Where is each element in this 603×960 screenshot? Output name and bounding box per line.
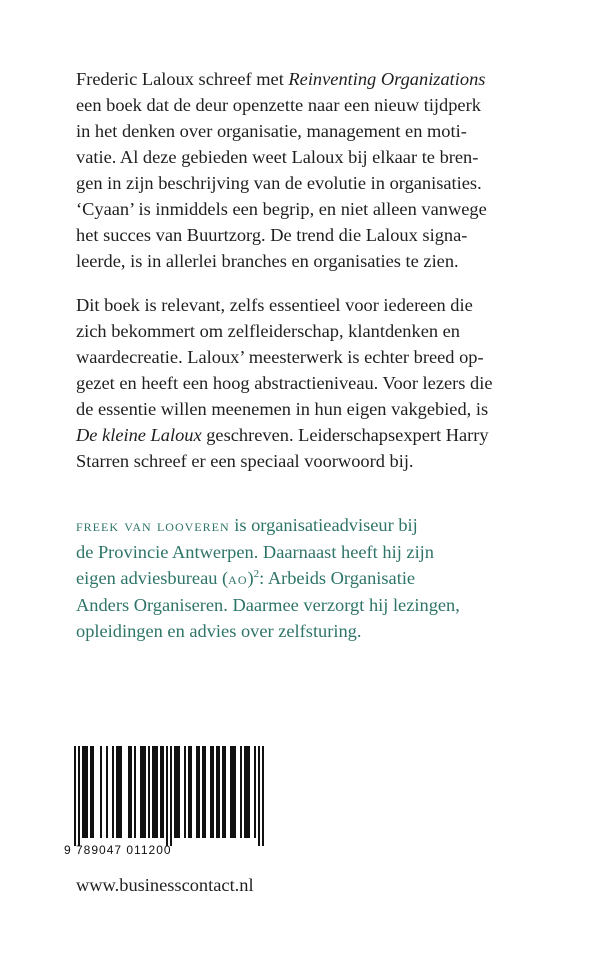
barcode-bar [218,746,220,838]
barcode-bar [162,746,164,838]
barcode-bar [142,746,144,838]
blurb-paragraph-1: Frederic Laloux schreef met Reinventing Organizations een boek dat de deur openzette naar een nieuw tijdperk in het denken over organisatie, management en moti- vatie. Al deze gebieden weet Laloux bij elkaar te bren- gen in zijn beschrijving van de evolutie in organisaties. ‘Cyaan’ is inmiddels een begrip, en niet alleen vanwege het succes van Buurtzorg. De trend die Laloux signa- leerde, is in allerlei branches en organisaties te zien. [76,69,487,271]
barcode-bar [190,746,192,838]
barcode-bar [116,746,118,838]
barcode-bar [160,746,162,838]
barcode-bar [230,746,232,838]
barcode-bar [188,746,190,838]
barcode-bar [222,746,224,838]
barcode-bar [234,746,236,838]
barcode-bar [86,746,88,838]
barcode-bar [152,746,154,838]
barcode-bar [212,746,214,838]
barcode-bar [262,746,264,846]
barcode-bar [210,746,212,838]
isbn-digits: 9 789047 011200 [64,843,172,857]
publisher-url: www.businesscontact.nl [76,875,254,895]
barcode-bar [154,746,156,838]
barcode-bar [202,746,204,838]
barcode-bar [100,746,102,838]
barcode-bar [74,746,76,846]
barcode-bar [240,746,242,838]
author-bio: freek van looveren is organisatieadviseur bij de Provincie Antwerpen. Daarnaast heeft hij zijn eigen adviesbureau (ao)$^2$: Arbeids Organisatie Anders Organiseren. Daarmee verzorgt hij lezingen, opleidingen en advies over zelfsturing. [76,515,460,641]
barcode-bar [140,746,142,838]
barcode-bar [134,746,136,838]
barcode-bar [258,746,260,846]
barcode-bar [78,746,80,846]
blurb-paragraph-2: Dit boek is relevant, zelfs essentieel voor iedereen die zich bekommert om zelfleiderschap, klantdenken en waardecreatie. Laloux’ meesterwerk is echter breed op- gezet en heeft een hoog abstractieniveau. Voor lezers die de essentie willen meenemen in hun eigen vakgebied, is De kleine Laloux geschreven. Leiderschapsexpert Harry Starren schreef er een speciaal voorwoord bij. [76,295,493,471]
barcode-bar [174,746,176,838]
barcode-bars [74,746,264,846]
barcode-bar [248,746,250,838]
book-title-de-kleine-laloux: De kleine Laloux [76,425,202,445]
barcode-bar [224,746,226,838]
barcode-bar [204,746,206,838]
isbn-barcode [60,746,275,858]
barcode-bar [244,746,246,838]
barcode-bar [156,746,158,838]
barcode-bar [120,746,122,838]
barcode-bar [196,746,198,838]
barcode-bar [112,746,114,838]
barcode-bar [166,746,168,846]
barcode-bar [84,746,86,838]
barcode-bar [246,746,248,838]
barcode-bar [216,746,218,838]
barcode-bar [148,746,150,838]
barcode-bar [178,746,180,838]
barcode-bar [130,746,132,838]
barcode-bar [128,746,130,838]
barcode-bar [118,746,120,838]
barcode-bar [176,746,178,838]
barcode-bar [254,746,256,838]
barcode-bar [92,746,94,838]
book-title-reinventing-organizations: Reinventing Organizations [288,69,486,89]
barcode-bar [198,746,200,838]
barcode-bar [106,746,108,838]
barcode-bar [184,746,186,838]
barcode-bar [90,746,92,838]
barcode-bar [144,746,146,838]
barcode-bar [82,746,84,838]
barcode-bar [232,746,234,838]
author-name: freek van looveren [76,516,230,535]
barcode-bar [170,746,172,846]
